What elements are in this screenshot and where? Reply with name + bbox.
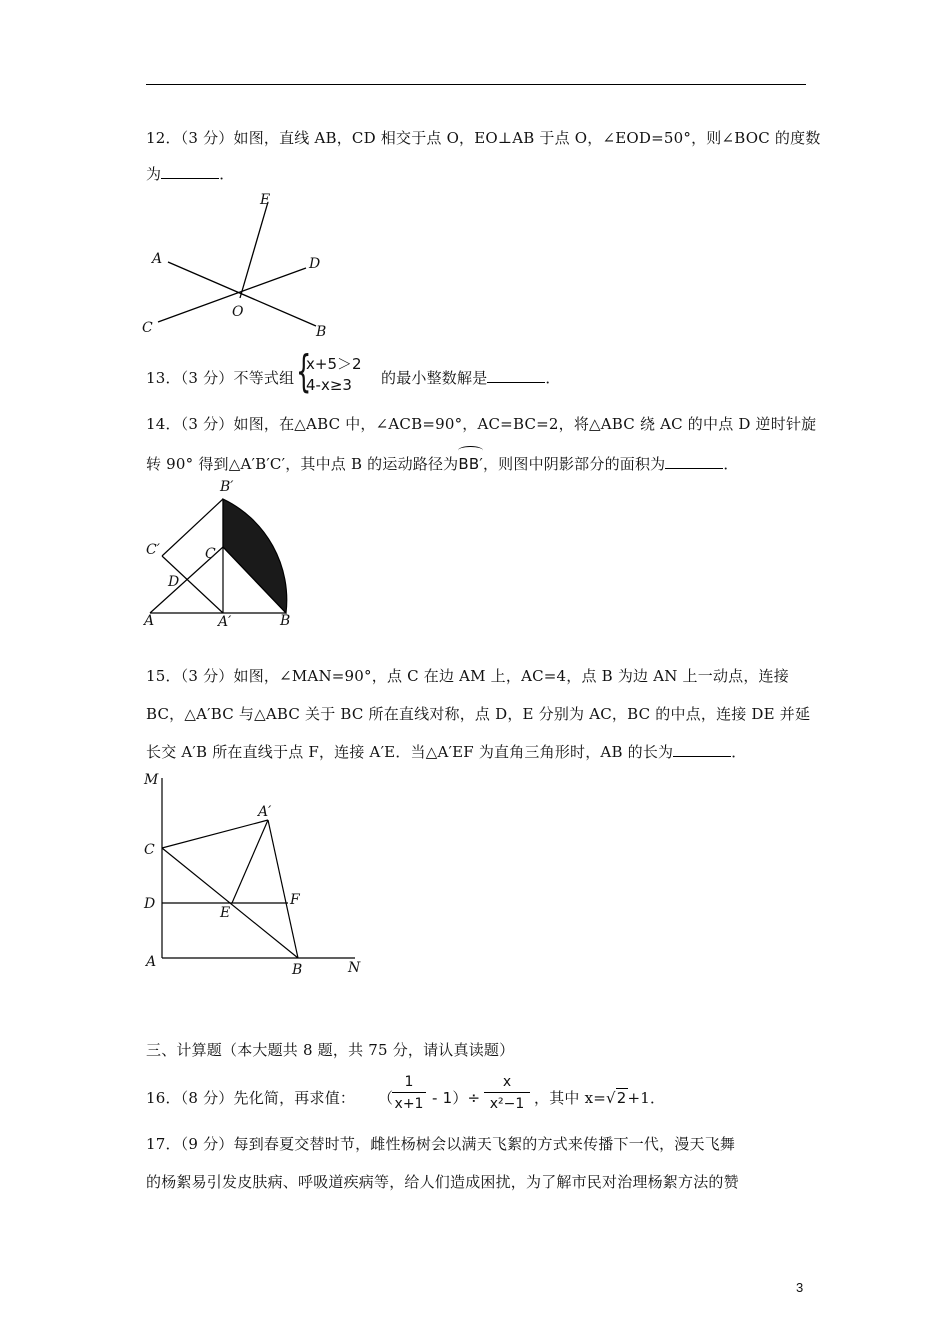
section3-title: 三、计算题（本大题共 8 题，共 75 分，请认真读题）	[146, 1041, 515, 1059]
q12-line1: 12．（3 分）如图，直线 AB，CD 相交于点 O，EO⊥AB 于点 O，∠EOD=50°，则∠BOC 的度数	[146, 129, 821, 147]
q16-post: +1．	[627, 1089, 666, 1107]
q14-line2	[146, 452, 739, 474]
q16-sqrt-sign: √	[606, 1089, 616, 1107]
q13-pre: 13．（3 分）不等式组	[146, 369, 295, 387]
q13-tail	[381, 368, 561, 388]
q16-pre: 16．（8 分）先化简，再求值：	[146, 1089, 356, 1107]
page-number: 3	[796, 1280, 804, 1295]
q15-label-c: C	[144, 842, 155, 858]
q14-label-c1: C′	[146, 542, 160, 558]
q14-label-c: C	[205, 546, 216, 562]
q16-radicand: 2	[616, 1089, 627, 1107]
q14-label-a: A	[144, 613, 155, 629]
q17-line2: 的杨絮易引发皮肤病、呼吸道疾病等，给人们造成困扰，为了解市民对治理杨絮方法的赞	[146, 1173, 739, 1191]
q15-end: ．	[731, 743, 747, 761]
q16-fraction-1	[392, 1074, 426, 1112]
q15-label-e: E	[220, 905, 231, 921]
q15-figure	[140, 768, 370, 978]
q12-label-e: E	[260, 192, 271, 208]
q14-label-d: D	[168, 574, 180, 590]
q14-figure	[140, 476, 310, 631]
q12-label-b: B	[316, 324, 327, 340]
q17-line1: 17．（9 分）每到春夏交替时节，雌性杨树会以满天飞絮的方式来传播下一代，漫天飞舞	[146, 1135, 736, 1153]
q16-fraction-2	[484, 1074, 530, 1112]
q14-end: ．	[723, 455, 739, 473]
q14-label-b1: B′	[220, 479, 234, 495]
q16-f1-den: x+1	[394, 1096, 424, 1112]
q13-ineq1: x+5＞2	[306, 355, 362, 373]
q14-label-b: B	[280, 613, 291, 629]
q12-label-a: A	[152, 251, 163, 267]
q16-paren-open: （	[378, 1089, 394, 1107]
q15-label-a: A	[146, 954, 157, 970]
q14-arc-notation	[458, 452, 483, 474]
q15-line3	[146, 742, 746, 762]
q15-label-m: M	[144, 772, 159, 788]
q15-line3-pre: 长交 A′B 所在直线于点 F，连接 A′E．当△A′EF 为直角三角形时，AB 的长为	[146, 743, 674, 761]
q15-label-d: D	[144, 896, 156, 912]
q12-label-o: O	[232, 304, 244, 320]
q16-f2-num: x	[484, 1074, 530, 1093]
q12-line2-pre: 为	[146, 165, 162, 183]
q13-brace: {	[296, 346, 312, 397]
q14-arc-mark	[458, 446, 483, 455]
q13-line	[146, 368, 294, 388]
q15-line2: BC，△A′BC 与△ABC 关于 BC 所在直线对称，点 D，E 分别为 AC，BC 的中点，连接 DE 并延	[146, 705, 811, 723]
header-rule	[146, 84, 806, 85]
q16-tail	[534, 1088, 665, 1108]
q13-end: ．	[545, 369, 561, 387]
q15-label-n: N	[348, 960, 361, 976]
q13-post: 的最小整数解是	[381, 369, 488, 387]
q12-figure	[138, 190, 338, 340]
q15-line1: 15．（3 分）如图，∠MAN=90°，点 C 在边 AM 上，AC=4，点 B 为边 AN 上一动点，连接	[146, 667, 789, 685]
q14-line2-pre: 转 90° 得到△A′B′C′，其中点 B 的运动路径为	[146, 455, 459, 473]
q14-shaded-region	[223, 499, 287, 613]
q12-label-d: D	[309, 256, 321, 272]
q12-label-c: C	[142, 320, 153, 336]
q12-line2	[146, 164, 234, 184]
q15-answer-blank	[673, 742, 731, 757]
q14-line2-post: ，则图中阴影部分的面积为	[482, 455, 666, 473]
q14-arc-label: BB′	[458, 455, 483, 473]
q16-mid: ，其中 x=	[534, 1089, 606, 1107]
q14-label-a1: A′	[218, 614, 232, 630]
q13-answer-blank	[487, 368, 545, 383]
q15-label-b: B	[292, 962, 303, 978]
q13-system	[306, 354, 362, 396]
q15-label-f: F	[290, 892, 300, 908]
q15-seg-ca1	[162, 820, 268, 848]
q14-answer-blank	[665, 454, 723, 469]
q15-seg-a1e	[232, 820, 268, 903]
q14-line1: 14．（3 分）如图，在△ABC 中，∠ACB=90°，AC=BC=2，将△ABC 绕 AC 的中点 D 逆时针旋	[146, 415, 817, 433]
q12-answer-blank	[161, 164, 219, 179]
q16-minus-one: - 1）÷	[432, 1089, 481, 1107]
q12-line2-post: ．	[219, 165, 235, 183]
q16-f2-den: x²−1	[489, 1096, 525, 1112]
q16-f1-num: 1	[392, 1074, 426, 1093]
q15-label-a1: A′	[258, 804, 272, 820]
q13-ineq2: 4-x≥3	[306, 376, 352, 394]
